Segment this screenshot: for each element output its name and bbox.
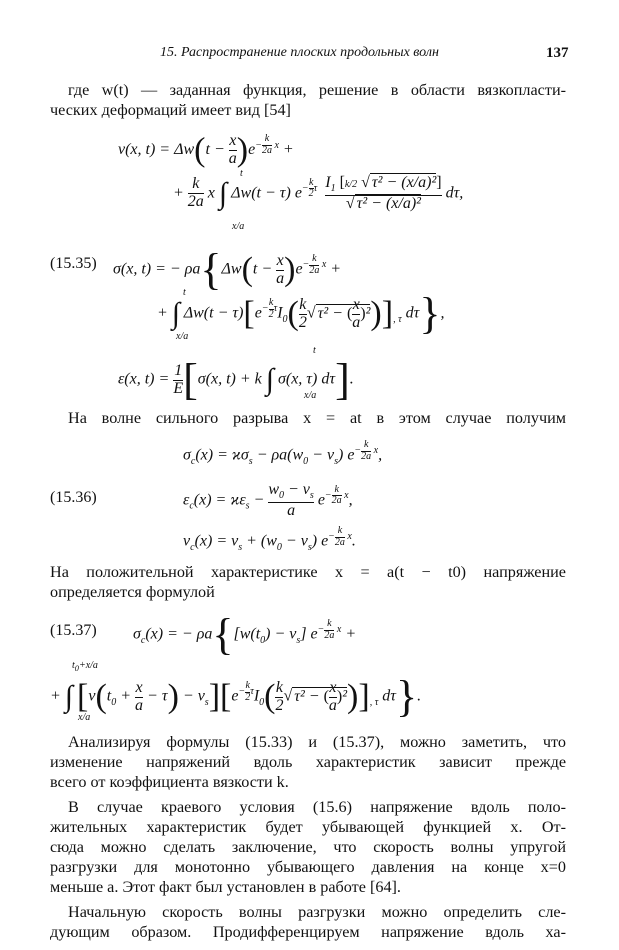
eq-15-35-epsilon-line: ε(x, t) = $\frac{1}{E}$ [σ(x, t) + k ∫ σ(x, τ) dτ]. xyxy=(118,355,354,404)
eq-15-37-line1: $\sigma_c(x)$ = − $\rho a\{[w(t_0) - v_s] e^{- \frac{k}{2a} x}$ + xyxy=(133,610,357,659)
para5-line3: сюда можно сделать заключение, что скорость волны упругой xyxy=(50,838,566,856)
eq-15-35-sigma-line1: σ(x, t) = − ρa{Δw(t − $\frac{x}{a}$ )$e^{- \frac{k}{2a} x}$ + xyxy=(113,245,342,294)
integral-lower-limit-x-over-a-3: x/a xyxy=(304,390,317,401)
para4-line1: Анализируя формулы (15.33) и (15.37), можно заметить, что xyxy=(68,733,566,751)
para3-line1: На положительной характеристике x = a(t − t0) напряжение xyxy=(50,563,566,581)
eq-15-35-v-line2: + $\frac{k}{2a}$ x ∫ Δw(t − τ) $e^{- \frac{k}{2} \tau}$ $\frac{I_1 [k/2 √ \tau^2 - (x/a)^2]}{\text{√ τ² − (x/a)²}}$ dτ, xyxy=(173,174,464,212)
eq-15-35-v-line1: v(x, t) = Δw(t − $\frac{x}{a}$ )$e^{- \frac{k}{2a} x}$ + xyxy=(118,131,294,169)
para6-line2: дующим образом. Продифференцируем напряжение вдоль ха- xyxy=(50,923,566,941)
para1-line1: где w(t) — заданная функция, решение в области вязкопласти- xyxy=(68,81,566,99)
para5-line1: В случае краевого условия (15.6) напряжение вдоль поло- xyxy=(68,798,566,816)
para6-line1: Начальную скорость волны разгрузки можно определить сле- xyxy=(68,903,566,921)
integral-lower-limit-x-over-a-2: x/a xyxy=(176,331,189,342)
integral-upper-limit-t-3: t xyxy=(313,345,316,356)
para5-line5: меньше a. Этот факт был установлен в работе [64]. xyxy=(50,878,401,896)
equation-number-15-37: (15.37) xyxy=(50,622,97,639)
para5-line2: жительных характеристик будет убывающей функцией x. От- xyxy=(50,818,566,836)
page-number: 137 xyxy=(546,45,569,61)
eq-15-35-sigma-line2: + ∫ $\Delta w(t - \tau)[e^{- \frac{k}{2} \tau}I_0$( $\frac{k}{2}$ √ τ² − ( $\frac{x}{a}$ )$^2)]_{, \tau}$ dτ}, xyxy=(157,289,445,338)
integral-upper-limit-t0-plus-x-over-a: $t_0+x/a$ xyxy=(72,660,98,673)
eq-15-36-line1: $\sigma_c(x) = ϰ\sigma_s - \rho a(w_0 - v_s)$ $e^{- \frac{k}{2a} x}$, xyxy=(183,439,383,467)
integral-lower-limit-x-over-a: x/a xyxy=(232,221,245,232)
integral-upper-limit-t-2: t xyxy=(183,287,186,298)
para4-line3: всего от коэффициента вязкости k. xyxy=(50,773,289,791)
eq-15-37-line2: + ∫ [$v(t_0$ + $\frac{x}{a}$ − $\tau) - v_s][e^{- \frac{k}{2} \tau}I_0$( $\frac{k}{2}$ √ τ² − ( $\frac{x}{a}$ )$^2)]_{, \tau}$ dτ}. xyxy=(50,672,422,721)
para4-line2: изменение напряжений вдоль характеристик зависит прежде xyxy=(50,753,566,771)
eq-15-36-line3: $v_c(x) = v_s + (w_0 - v_s)$ $e^{- \frac{k}{2a} x}$. xyxy=(183,525,356,553)
integral-lower-limit-x-over-a-4: x/a xyxy=(78,712,91,723)
para3-line2: определяется формулой xyxy=(50,583,215,601)
eq-15-36-line2: $\varepsilon_c(x) = ϰ\varepsilon_s$ − $\frac{w_0 - v_s}{a}$ $e^{- \frac{k}{2a} x}$, xyxy=(183,481,353,519)
equation-number-15-35: (15.35) xyxy=(50,255,97,272)
para2: На волне сильного разрыва x = at в этом случае получим xyxy=(68,409,566,427)
running-title: 15. Распространение плоских продольных волн xyxy=(160,45,439,60)
para5-line4: разгрузки для монотонно убывающего давления на конце x=0 xyxy=(50,858,566,876)
integral-upper-limit-t: t xyxy=(240,168,243,179)
para1-line2: ческих деформаций имеет вид [54] xyxy=(50,101,291,119)
formula-v-xt-label: v(x, t) = Δw xyxy=(118,140,195,158)
equation-number-15-36: (15.36) xyxy=(50,489,97,506)
